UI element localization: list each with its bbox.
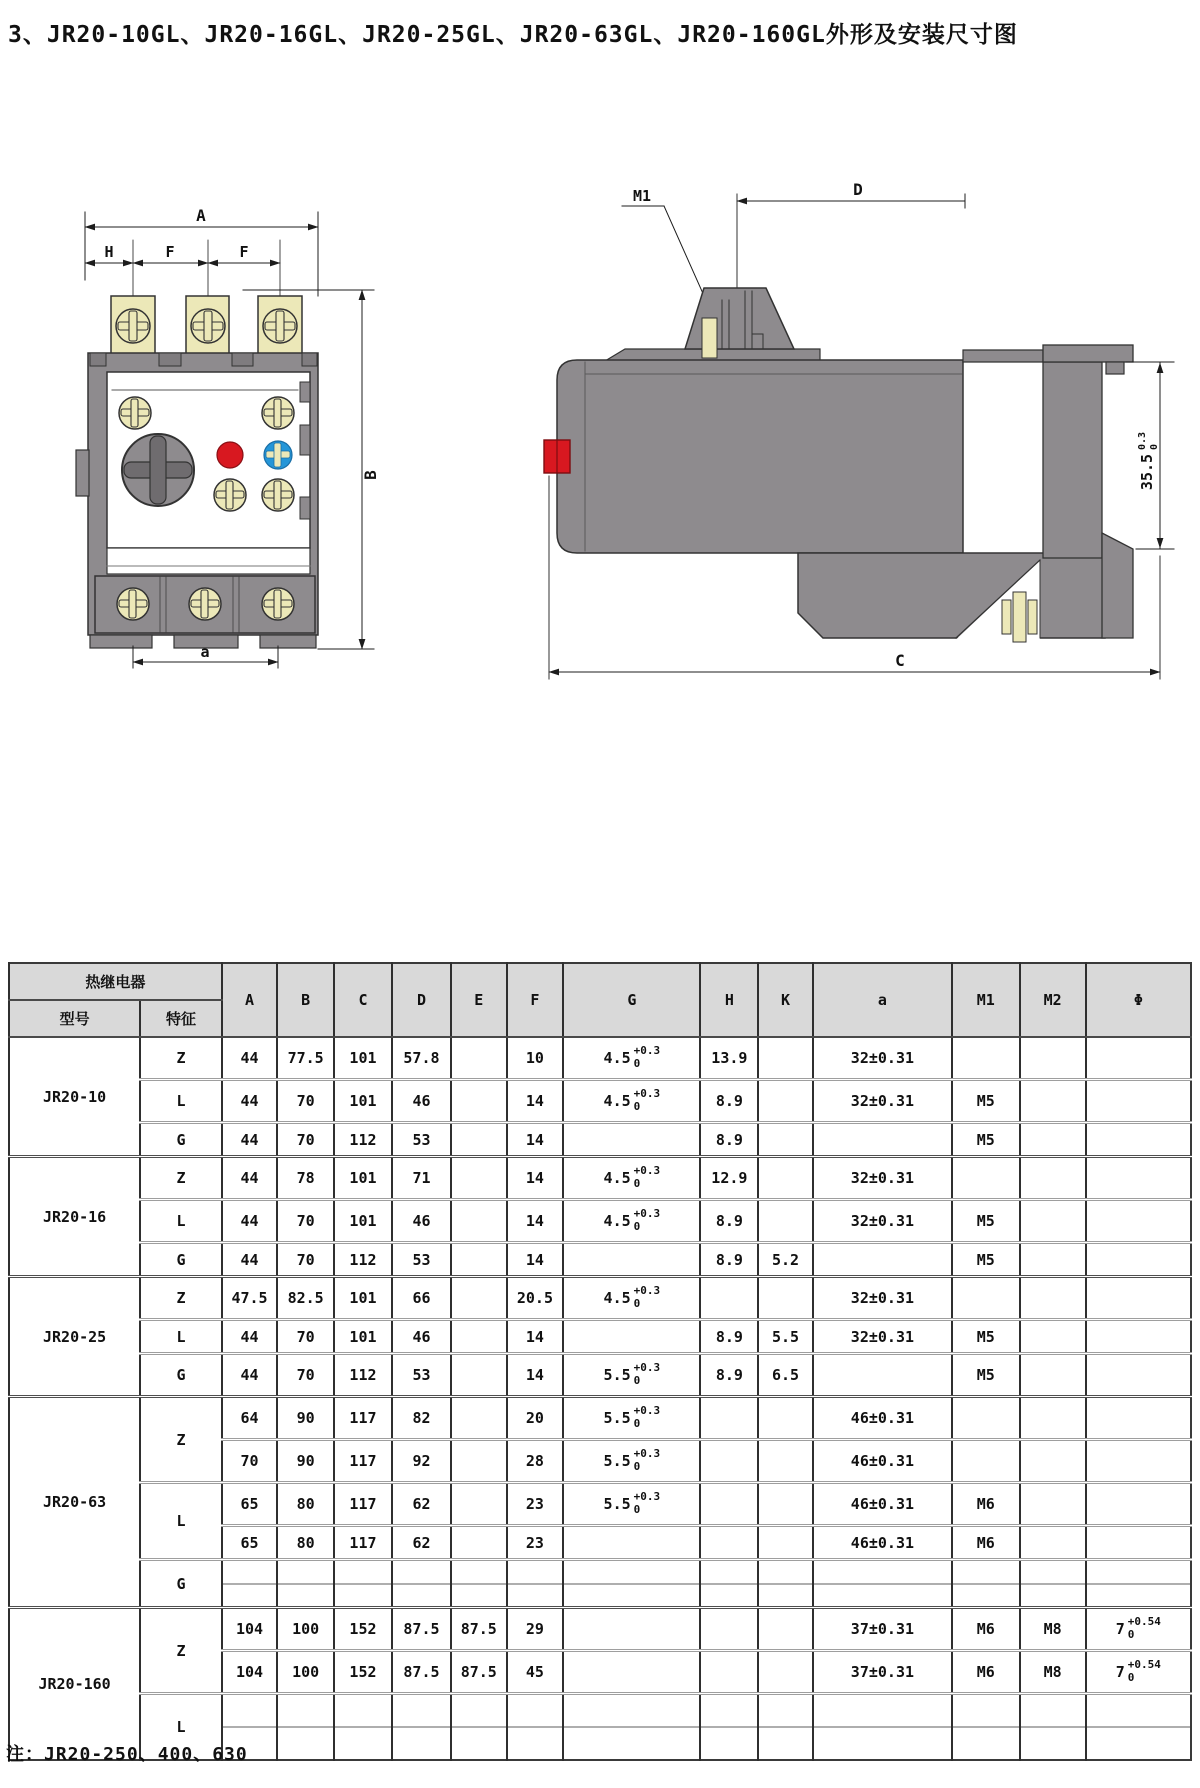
dimension-cell xyxy=(451,1526,507,1560)
dimension-cell xyxy=(334,1694,392,1760)
dimension-cell xyxy=(1020,1483,1086,1526)
dimension-cell: 5.5 +0.3 0 xyxy=(563,1354,700,1397)
side-reset-button xyxy=(544,440,570,473)
dimension-cell xyxy=(1086,1080,1191,1123)
dimension-drawings xyxy=(0,160,1200,720)
feature-cell: G xyxy=(140,1560,222,1608)
table-row xyxy=(9,1123,1191,1157)
dimension-cell xyxy=(813,1354,952,1397)
col-header-C: C xyxy=(334,963,392,1037)
dimension-cell xyxy=(758,1157,812,1200)
dimension-cell: 78 xyxy=(277,1157,334,1200)
dimension-cell xyxy=(1086,1243,1191,1277)
spec-table xyxy=(8,962,1192,1761)
dimension-cell: M5 xyxy=(952,1123,1019,1157)
front-dim-f2-label: F xyxy=(239,243,249,261)
dimension-cell xyxy=(758,1483,812,1526)
dimension-cell: 4.5 +0.3 0 xyxy=(563,1277,700,1320)
dimension-cell: 32±0.31 xyxy=(813,1277,952,1320)
dimension-cell xyxy=(700,1526,758,1560)
table-row xyxy=(9,1320,1191,1354)
dimension-cell xyxy=(507,1694,564,1760)
dimension-cell: M8 xyxy=(1020,1608,1086,1651)
dimension-cell: 47.5 xyxy=(222,1277,278,1320)
dimension-cell xyxy=(1020,1277,1086,1320)
front-dim-f1-label: F xyxy=(165,243,175,261)
dimension-cell xyxy=(813,1123,952,1157)
dimension-cell: 28 xyxy=(507,1440,564,1483)
dimension-cell: 101 xyxy=(334,1277,392,1320)
front-dim-height-label: B xyxy=(361,470,380,480)
side-lower-block xyxy=(798,553,1105,642)
dimension-cell xyxy=(758,1651,812,1694)
header-model: 型号 xyxy=(9,1000,140,1037)
dimension-cell xyxy=(952,1397,1019,1440)
dimension-cell xyxy=(700,1694,758,1760)
table-row xyxy=(9,1200,1191,1243)
dimension-cell: 32±0.31 xyxy=(813,1200,952,1243)
dimension-cell: 70 xyxy=(222,1440,278,1483)
dimension-cell: 117 xyxy=(334,1526,392,1560)
dimension-cell xyxy=(813,1243,952,1277)
dimension-cell: M5 xyxy=(952,1320,1019,1354)
dimension-cell: 20 xyxy=(507,1397,564,1440)
dimension-cell: 45 xyxy=(507,1651,564,1694)
dimension-cell: 23 xyxy=(507,1526,564,1560)
dimension-cell xyxy=(1086,1123,1191,1157)
dimension-cell xyxy=(758,1694,812,1760)
model-cell: JR20-10 xyxy=(9,1037,140,1157)
front-view xyxy=(76,206,380,668)
dimension-cell xyxy=(758,1397,812,1440)
dimension-cell: 44 xyxy=(222,1354,278,1397)
dimension-cell xyxy=(392,1694,451,1760)
dimension-cell xyxy=(758,1526,812,1560)
dimension-cell xyxy=(758,1277,812,1320)
dimension-cell: 8.9 xyxy=(700,1320,758,1354)
dimension-cell xyxy=(451,1157,507,1200)
dimension-cell xyxy=(1020,1037,1086,1080)
dimension-cell xyxy=(451,1440,507,1483)
spec-table-body xyxy=(9,1037,1191,1760)
dimension-cell: 20.5 xyxy=(507,1277,564,1320)
dimension-cell xyxy=(1020,1526,1086,1560)
dimension-cell xyxy=(277,1694,334,1760)
dimension-cell: 71 xyxy=(392,1157,451,1200)
footnote: 注：JR20-250、400、630 xyxy=(6,1744,248,1765)
feature-cell: Z xyxy=(140,1608,222,1694)
dimension-cell xyxy=(277,1560,334,1608)
dimension-cell: 80 xyxy=(277,1483,334,1526)
dimension-cell: 14 xyxy=(507,1200,564,1243)
header-relay-group: 热继电器 xyxy=(9,963,222,1000)
dimension-cell xyxy=(700,1651,758,1694)
dimension-cell xyxy=(451,1694,507,1760)
dimension-cell: 32±0.31 xyxy=(813,1037,952,1080)
dimension-cell: 46±0.31 xyxy=(813,1526,952,1560)
dimension-cell: 117 xyxy=(334,1397,392,1440)
table-row xyxy=(9,1397,1191,1440)
side-top-protrusion xyxy=(685,288,794,358)
dimension-cell: 70 xyxy=(277,1354,334,1397)
model-cell: JR20-16 xyxy=(9,1157,140,1277)
dimension-cell: 14 xyxy=(507,1080,564,1123)
col-header-F: F xyxy=(507,963,564,1037)
dimension-cell: 53 xyxy=(392,1123,451,1157)
dimension-cell: M6 xyxy=(952,1651,1019,1694)
reset-button xyxy=(217,442,243,468)
dimension-cell: 44 xyxy=(222,1243,278,1277)
dimension-cell: 92 xyxy=(392,1440,451,1483)
dimension-cell: 82 xyxy=(392,1397,451,1440)
dimension-cell: 46 xyxy=(392,1200,451,1243)
dimension-cell xyxy=(813,1694,952,1760)
col-header-D: D xyxy=(392,963,451,1037)
col-header-a: a xyxy=(813,963,952,1037)
dimension-cell: 82.5 xyxy=(277,1277,334,1320)
dimension-cell xyxy=(758,1440,812,1483)
dimension-cell: 44 xyxy=(222,1123,278,1157)
dimension-cell: 70 xyxy=(277,1320,334,1354)
dimension-cell: 112 xyxy=(334,1123,392,1157)
feature-cell: L xyxy=(140,1483,222,1560)
feature-cell: L xyxy=(140,1694,222,1760)
table-row xyxy=(9,1277,1191,1320)
dimension-cell xyxy=(1086,1526,1191,1560)
feature-cell: Z xyxy=(140,1277,222,1320)
dimension-cell: 100 xyxy=(277,1651,334,1694)
dimension-cell: M8 xyxy=(1020,1651,1086,1694)
feature-cell: L xyxy=(140,1080,222,1123)
dimension-cell xyxy=(563,1651,700,1694)
dimension-cell xyxy=(334,1560,392,1608)
dimension-cell xyxy=(451,1080,507,1123)
dimension-cell xyxy=(451,1277,507,1320)
dimension-cell: 44 xyxy=(222,1080,278,1123)
dimension-cell: 5.2 xyxy=(758,1243,812,1277)
dimension-cell: 4.5 +0.3 0 xyxy=(563,1200,700,1243)
adjustment-dial xyxy=(122,434,194,506)
dimension-cell xyxy=(563,1123,700,1157)
dimension-cell xyxy=(451,1123,507,1157)
dimension-cell xyxy=(563,1243,700,1277)
dimension-cell: 101 xyxy=(334,1320,392,1354)
dimension-cell: 32±0.31 xyxy=(813,1320,952,1354)
dimension-cell xyxy=(758,1123,812,1157)
dimension-cell: M5 xyxy=(952,1200,1019,1243)
dimension-cell: M5 xyxy=(952,1080,1019,1123)
dimension-cell: 77.5 xyxy=(277,1037,334,1080)
dimension-cell xyxy=(1020,1157,1086,1200)
side-dim-rail-plus: 0.3 xyxy=(1137,431,1148,450)
col-header-A: A xyxy=(222,963,278,1037)
dimension-cell xyxy=(563,1560,700,1608)
dimension-cell: 46 xyxy=(392,1080,451,1123)
dimension-cell: 23 xyxy=(507,1483,564,1526)
dimension-cell xyxy=(700,1397,758,1440)
dimension-cell: 112 xyxy=(334,1243,392,1277)
col-header-B: B xyxy=(277,963,334,1037)
dimension-cell xyxy=(758,1200,812,1243)
model-cell: JR20-63 xyxy=(9,1397,140,1608)
dimension-cell: 87.5 xyxy=(392,1651,451,1694)
dimension-cell: 14 xyxy=(507,1354,564,1397)
dimension-cell xyxy=(451,1354,507,1397)
side-dim-rail-label: 35.5 xyxy=(1138,453,1156,491)
dimension-cell xyxy=(700,1483,758,1526)
dimension-cell xyxy=(451,1037,507,1080)
dimension-cell: 112 xyxy=(334,1354,392,1397)
dimension-cell xyxy=(1020,1440,1086,1483)
dimension-cell: 80 xyxy=(277,1526,334,1560)
dimension-cell xyxy=(1020,1080,1086,1123)
model-cell: JR20-25 xyxy=(9,1277,140,1397)
dimension-cell: M5 xyxy=(952,1243,1019,1277)
dimension-cell: 62 xyxy=(392,1483,451,1526)
dimension-cell: 87.5 xyxy=(451,1651,507,1694)
dimension-cell xyxy=(1086,1157,1191,1200)
col-header-H: H xyxy=(700,963,758,1037)
dimension-cell: M6 xyxy=(952,1526,1019,1560)
table-row xyxy=(9,1037,1191,1080)
dimension-cell: 8.9 xyxy=(700,1243,758,1277)
front-lower-strip xyxy=(107,548,310,574)
front-dim-h-label: H xyxy=(104,243,114,261)
dimension-cell: 44 xyxy=(222,1157,278,1200)
dimension-cell xyxy=(1086,1277,1191,1320)
dimension-cell: 100 xyxy=(277,1608,334,1651)
dimension-cell xyxy=(700,1277,758,1320)
dimension-cell xyxy=(1086,1200,1191,1243)
spec-table-wrap xyxy=(8,962,1192,1761)
page-title: 3、JR20-10GL、JR20-16GL、JR20-25GL、JR20-63GL、JR20-160GL外形及安装尺寸图 xyxy=(8,22,1018,48)
dimension-cell: 104 xyxy=(222,1651,278,1694)
dimension-cell: 70 xyxy=(277,1243,334,1277)
side-dim-rail-minus: 0 xyxy=(1149,443,1160,450)
col-header-G: G xyxy=(563,963,700,1037)
dimension-cell: 14 xyxy=(507,1157,564,1200)
side-body xyxy=(557,349,1043,553)
dimension-cell xyxy=(507,1560,564,1608)
feature-cell: L xyxy=(140,1320,222,1354)
feature-cell: G xyxy=(140,1243,222,1277)
feature-cell: Z xyxy=(140,1157,222,1200)
dimension-cell xyxy=(222,1560,278,1608)
col-header-phi: Φ xyxy=(1086,963,1191,1037)
dimension-cell xyxy=(563,1608,700,1651)
col-header-K: K xyxy=(758,963,812,1037)
dimension-cell: 37±0.31 xyxy=(813,1608,952,1651)
dimension-cell: 152 xyxy=(334,1608,392,1651)
feature-cell: Z xyxy=(140,1397,222,1483)
dimension-cell: 64 xyxy=(222,1397,278,1440)
side-dim-c-label: C xyxy=(895,651,905,670)
dimension-cell: 65 xyxy=(222,1526,278,1560)
dimension-cell xyxy=(1086,1397,1191,1440)
dimension-cell: 117 xyxy=(334,1483,392,1526)
dimension-cell: 101 xyxy=(334,1200,392,1243)
dimension-cell xyxy=(1086,1037,1191,1080)
dimension-cell: 66 xyxy=(392,1277,451,1320)
dimension-cell xyxy=(563,1320,700,1354)
dimension-cell: 101 xyxy=(334,1080,392,1123)
front-top-terminal-screws xyxy=(116,309,297,343)
dimension-cell: 8.9 xyxy=(700,1123,758,1157)
dimension-cell: 32±0.31 xyxy=(813,1080,952,1123)
front-bottom-terminal-screws xyxy=(117,588,294,620)
dimension-cell: 87.5 xyxy=(451,1608,507,1651)
dimension-cell: 70 xyxy=(277,1123,334,1157)
dimension-cell xyxy=(952,1037,1019,1080)
model-cell: JR20-160 xyxy=(9,1608,140,1760)
dimension-cell: 12.9 xyxy=(700,1157,758,1200)
dimension-cell xyxy=(1086,1354,1191,1397)
dimension-cell: 152 xyxy=(334,1651,392,1694)
feature-cell: L xyxy=(140,1200,222,1243)
dimension-cell: 8.9 xyxy=(700,1354,758,1397)
dimension-cell xyxy=(1086,1694,1191,1760)
dimension-cell: 57.8 xyxy=(392,1037,451,1080)
dimension-cell xyxy=(1020,1354,1086,1397)
dimension-cell: 5.5 xyxy=(758,1320,812,1354)
dimension-cell: 4.5 +0.3 0 xyxy=(563,1037,700,1080)
dimension-cell xyxy=(700,1440,758,1483)
dimension-cell: 62 xyxy=(392,1526,451,1560)
dimension-cell xyxy=(451,1483,507,1526)
col-header-E: E xyxy=(451,963,507,1037)
dimension-cell: 6.5 xyxy=(758,1354,812,1397)
dimension-cell xyxy=(1020,1694,1086,1760)
dimension-cell xyxy=(813,1560,952,1608)
dimension-cell xyxy=(451,1320,507,1354)
dimension-cell xyxy=(1086,1440,1191,1483)
dimension-cell xyxy=(952,1694,1019,1760)
dimension-cell: 53 xyxy=(392,1243,451,1277)
table-row xyxy=(9,1608,1191,1651)
dimension-cell xyxy=(563,1526,700,1560)
col-header-M2: M2 xyxy=(1020,963,1086,1037)
dimension-cell xyxy=(451,1243,507,1277)
side-view xyxy=(544,180,1174,679)
dimension-cell: 14 xyxy=(507,1123,564,1157)
dimension-cell: 46±0.31 xyxy=(813,1483,952,1526)
side-m1-label: M1 xyxy=(632,187,652,205)
dimension-cell xyxy=(451,1397,507,1440)
dimension-cell: 46±0.31 xyxy=(813,1440,952,1483)
dimension-cell xyxy=(451,1200,507,1243)
dimension-cell: 13.9 xyxy=(700,1037,758,1080)
dimension-cell xyxy=(758,1080,812,1123)
dimension-cell xyxy=(1086,1320,1191,1354)
dimension-cell xyxy=(1020,1200,1086,1243)
col-header-M1: M1 xyxy=(952,963,1019,1037)
dimension-cell: 53 xyxy=(392,1354,451,1397)
dimension-cell: 117 xyxy=(334,1440,392,1483)
dimension-cell: 7 +0.54 0 xyxy=(1086,1651,1191,1694)
dimension-cell xyxy=(1020,1320,1086,1354)
dimension-cell: 44 xyxy=(222,1200,278,1243)
feature-cell: Z xyxy=(140,1037,222,1080)
feature-cell: G xyxy=(140,1123,222,1157)
dimension-cell: 46±0.31 xyxy=(813,1397,952,1440)
dimension-cell: 87.5 xyxy=(392,1608,451,1651)
dimension-cell xyxy=(758,1037,812,1080)
dimension-cell xyxy=(952,1277,1019,1320)
dimension-cell: 29 xyxy=(507,1608,564,1651)
table-row xyxy=(9,1243,1191,1277)
dimension-cell: 101 xyxy=(334,1157,392,1200)
dimension-cell: 90 xyxy=(277,1440,334,1483)
front-dim-width-label: A xyxy=(196,206,206,225)
dimension-cell xyxy=(700,1608,758,1651)
dimension-cell: M6 xyxy=(952,1483,1019,1526)
dimension-cell: 46 xyxy=(392,1320,451,1354)
dimension-cell: 10 xyxy=(507,1037,564,1080)
dimension-cell: 70 xyxy=(277,1080,334,1123)
dimension-cell xyxy=(563,1694,700,1760)
side-dim-d-label: D xyxy=(853,180,863,199)
dimension-cell xyxy=(758,1560,812,1608)
front-dim-a-label: a xyxy=(200,643,210,661)
dimension-cell: 101 xyxy=(334,1037,392,1080)
table-row xyxy=(9,1483,1191,1526)
dimension-cell xyxy=(952,1157,1019,1200)
table-row xyxy=(9,1560,1191,1608)
dimension-cell xyxy=(1020,1243,1086,1277)
dimension-cell xyxy=(1020,1560,1086,1608)
dimension-cell xyxy=(758,1608,812,1651)
dimension-cell: 5.5 +0.3 0 xyxy=(563,1397,700,1440)
dimension-cell: 90 xyxy=(277,1397,334,1440)
dimension-cell: 5.5 +0.3 0 xyxy=(563,1440,700,1483)
dimension-cell: 8.9 xyxy=(700,1080,758,1123)
dimension-cell xyxy=(700,1560,758,1608)
dimension-cell xyxy=(1086,1483,1191,1526)
dimension-cell xyxy=(1086,1560,1191,1608)
dimension-cell: 70 xyxy=(277,1200,334,1243)
dimension-cell: 4.5 +0.3 0 xyxy=(563,1157,700,1200)
dimension-cell xyxy=(392,1560,451,1608)
dimension-cell: 32±0.31 xyxy=(813,1157,952,1200)
header-feature: 特征 xyxy=(140,1000,222,1037)
dimension-cell: 104 xyxy=(222,1608,278,1651)
dimension-cell: 44 xyxy=(222,1320,278,1354)
dimension-cell: 8.9 xyxy=(700,1200,758,1243)
dimension-cell: 37±0.31 xyxy=(813,1651,952,1694)
dimension-cell: 44 xyxy=(222,1037,278,1080)
dimension-cell: 65 xyxy=(222,1483,278,1526)
dimension-cell: M6 xyxy=(952,1608,1019,1651)
table-row xyxy=(9,1080,1191,1123)
dimension-cell xyxy=(952,1560,1019,1608)
dimension-cell: 7 +0.54 0 xyxy=(1086,1608,1191,1651)
dimension-cell: 4.5 +0.3 0 xyxy=(563,1080,700,1123)
dimension-cell xyxy=(1020,1397,1086,1440)
dimension-cell: 5.5 +0.3 0 xyxy=(563,1483,700,1526)
dimension-cell: M5 xyxy=(952,1354,1019,1397)
dimension-cell xyxy=(451,1560,507,1608)
dimension-cell xyxy=(952,1440,1019,1483)
dimension-cell: 14 xyxy=(507,1243,564,1277)
feature-cell: G xyxy=(140,1354,222,1397)
table-row xyxy=(9,1157,1191,1200)
table-row xyxy=(9,1354,1191,1397)
test-screw xyxy=(264,441,292,469)
dimension-cell xyxy=(1020,1123,1086,1157)
side-m1-leader xyxy=(622,206,713,316)
dimension-cell: 14 xyxy=(507,1320,564,1354)
